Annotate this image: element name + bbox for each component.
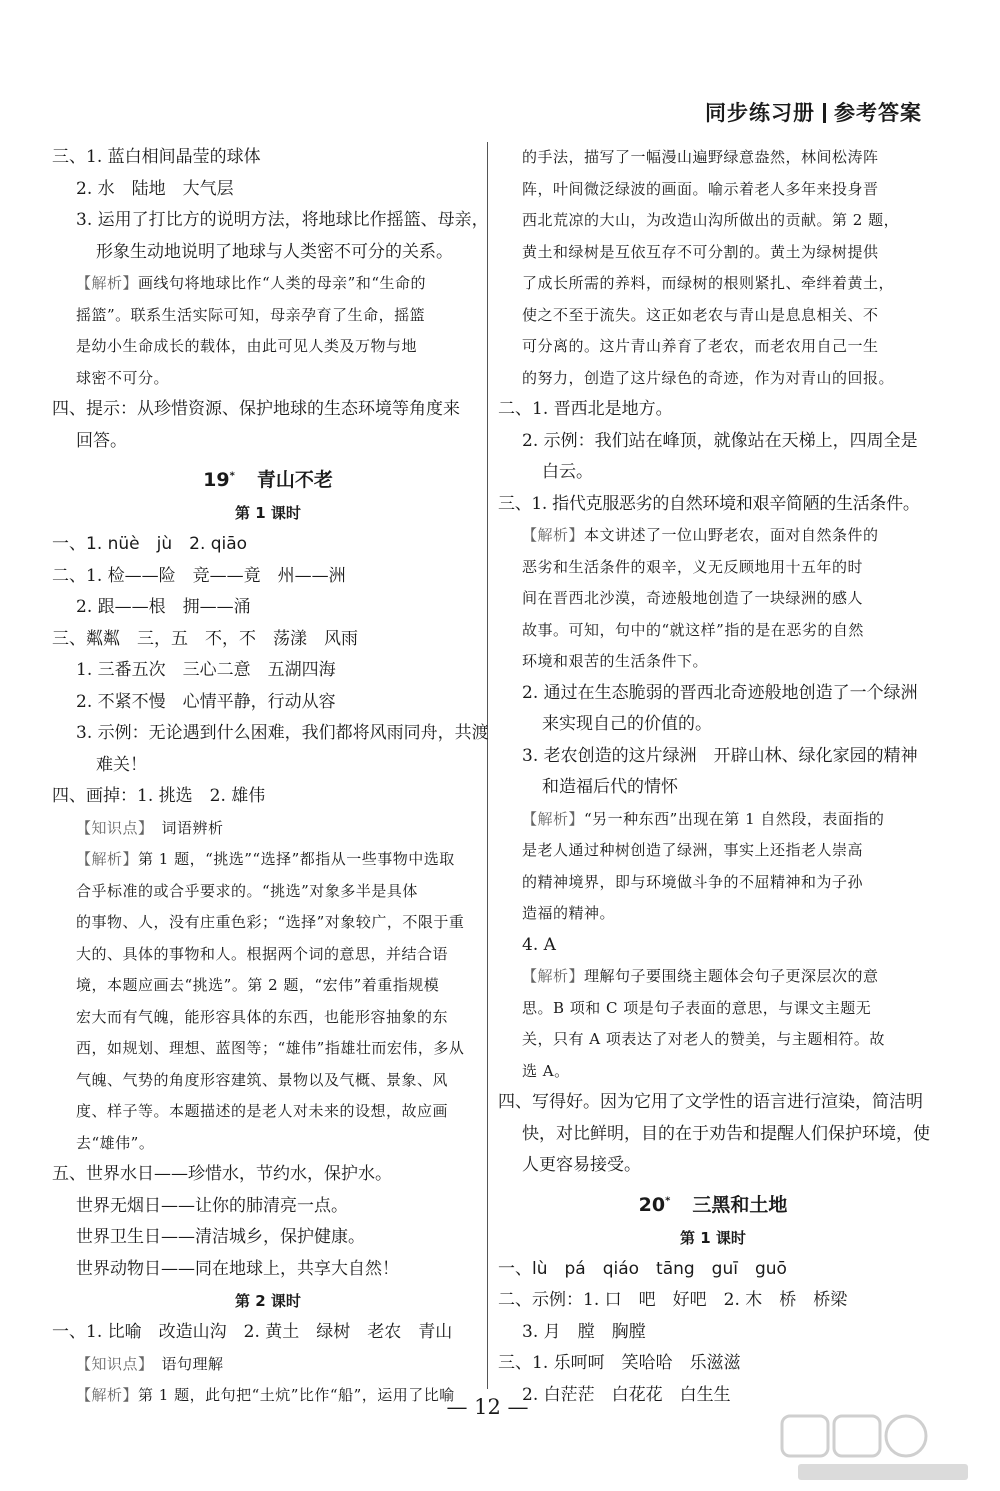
- column-divider: [487, 142, 488, 1389]
- answer-line: 白云。: [542, 462, 593, 482]
- analysis-line: [52, 813, 484, 845]
- answer-line: 二、1. 检——险 竞——竟 州——洲: [52, 565, 346, 586]
- answer-line: 世界无烟日——让你的肺清亮一点。: [76, 1195, 348, 1216]
- analysis-line: [52, 1349, 484, 1381]
- analysis-line: 恶劣和生活条件的艰辛，义无反顾地用十五年的时: [522, 557, 864, 576]
- answer-line: 四、写得好。因为它用了文学性的语言进行渲染，简洁明: [498, 1092, 923, 1112]
- lesson-19-name: 青山不老: [256, 469, 333, 492]
- answer-line: 2. 示例：我们站在峰顶，就像站在天梯上，四周全是: [522, 430, 918, 451]
- analysis-line: 阵，叶间微泛绿波的画面。喻示着老人多年来投身晋: [522, 179, 879, 198]
- answer-line: 形象生动地说明了地球与人类密不可分的关系。: [96, 241, 453, 262]
- header-section-title: 参考答案: [834, 101, 922, 125]
- analysis-tag: 【解析】: [522, 526, 585, 544]
- answer-line: 2. 白茫茫 白花花 白生生: [522, 1384, 731, 1405]
- right-answers-block-b: [498, 1254, 928, 1412]
- left-answers-block-b: [52, 529, 489, 1285]
- answer-line: 1. 三番五次 三心二意 五湖四海: [76, 660, 336, 680]
- analysis-line: 造福的精神。: [522, 904, 616, 922]
- analysis-text: “另一种东西”出现在第 1 自然段，表面指的: [584, 809, 885, 828]
- analysis-line: 关，只有 A 项表达了对老人的赞美，与主题相符。故: [522, 1030, 885, 1048]
- answer-line: 2. 通过在生态脆弱的晋西北奇迹般地创造了一个绿洲: [522, 682, 918, 703]
- lesson-19-title: [52, 457, 484, 497]
- analysis-text: 第 1 题，此句把“土炕”比作“船”，运用了比喻: [138, 1386, 455, 1404]
- left-answers-block-a: [52, 142, 489, 457]
- analysis-text: 理解句子要围绕主题体会句子更深层次的意: [584, 967, 879, 985]
- analysis-tag: 【解析】: [76, 850, 139, 868]
- analysis-line: 思。B 项和 C 项是句子表面的意思，与课文主题无: [522, 998, 872, 1017]
- answer-line: 五、世界水日——珍惜水，节约水，保护水。: [52, 1164, 392, 1184]
- answer-line: 3. 老农创造的这片绿洲 开辟山林、绿化家园的精神: [522, 745, 918, 766]
- analysis-line: 宏大而有气魄，能形容具体的东西，也能形容抽象的东: [76, 1007, 449, 1026]
- analysis-line: 去“雄伟”。: [76, 1133, 155, 1152]
- analysis-line: 球密不可分。: [76, 368, 170, 387]
- right-column: [498, 142, 928, 1411]
- analysis-line: [52, 844, 484, 876]
- right-answers-block-a: [498, 142, 928, 1182]
- answer-line: 二、示例：1. 口 吧 好吧 2. 木 桥 桥梁: [498, 1290, 848, 1310]
- analysis-line: 选 A。: [522, 1061, 570, 1080]
- answer-line: 和造福后代的情怀: [542, 777, 678, 797]
- lesson-20-name: 三黑和土地: [692, 1193, 788, 1216]
- header-separator: [823, 103, 826, 123]
- answer-line: 人更容易接受。: [522, 1155, 641, 1175]
- answer-line: 一、lù pá qiáo tāng guī guō: [498, 1258, 787, 1279]
- answer-line: 4. A: [522, 934, 556, 955]
- answer-line: 难关！: [96, 754, 147, 775]
- analysis-tag: 【解析】: [76, 274, 139, 292]
- answer-line: 二、1. 晋西北是地方。: [498, 399, 673, 419]
- analysis-line: 黄土和绿树是互依互存不可分割的。黄土为绿树提供: [522, 242, 879, 261]
- header-title: [705, 97, 922, 127]
- analysis-line: 的精神境界，即与环境做斗争的不屈精神和为子孙: [522, 872, 864, 891]
- analysis-text: 第 1 题，“挑选”“选择”都指从一些事物中选取: [138, 850, 455, 868]
- page-header: [0, 0, 1000, 130]
- page-number: — 12 —: [446, 1395, 529, 1419]
- lesson-20-number: 20*: [638, 1193, 671, 1216]
- analysis-line: 间在晋西北沙漠，奇迹般地创造了一块绿洲的感人: [522, 589, 864, 607]
- lesson-19-number: 19*: [203, 469, 235, 492]
- analysis-tag: 【知识点】: [76, 818, 147, 837]
- answer-line: 回答。: [76, 430, 127, 451]
- analysis-line: 的努力，创造了这片绿色的奇迹，作为对青山的回报。: [522, 368, 895, 387]
- analysis-line: [498, 804, 928, 836]
- answer-line: 来实现自己的价值的。: [542, 714, 712, 734]
- watermark-icon: [778, 1410, 978, 1485]
- answer-line: 快，对比鲜明，目的在于劝告和提醒人们保护环境，使: [522, 1123, 930, 1144]
- analysis-tag: 【解析】: [522, 967, 585, 985]
- analysis-tag: 【知识点】: [76, 1354, 147, 1373]
- analysis-line: [498, 520, 928, 552]
- answer-line: 四、提示：从珍惜资源、保护地球的生态环境等角度来: [52, 399, 460, 419]
- answer-line: 世界动物日——同在地球上，共享大自然！: [76, 1258, 399, 1279]
- answer-line: 2. 不紧不慢 心情平静，行动从容: [76, 691, 336, 712]
- answer-line: 一、1. nüè jù 2. qiāo: [52, 534, 248, 554]
- analysis-line: 度、样子等。本题描述的是老人对未来的设想，故应画: [76, 1102, 449, 1120]
- analysis-text: 词语辨析: [146, 818, 224, 837]
- analysis-line: 使之不至于流失。这正如老农与青山是息息相关、不: [522, 305, 879, 324]
- left-column: [52, 142, 489, 1412]
- lesson-20-period-1: 第 1 课时: [680, 1228, 746, 1247]
- answer-line: 3. 运用了打比方的说明方法，将地球比作摇篮、母亲，: [76, 210, 489, 230]
- answer-line: 三、1. 指代克服恶劣的自然环境和艰辛简陋的生活条件。: [498, 493, 920, 514]
- analysis-line: 的事物、人，没有庄重色彩；“选择”对象较广，不限于重: [76, 913, 465, 931]
- analysis-line: [52, 268, 484, 300]
- analysis-line: 气魄、气势的角度形容建筑、景物以及气概、景象、风: [76, 1070, 449, 1089]
- analysis-line: 故事。可知，句中的“就这样”指的是在恶劣的自然: [522, 620, 864, 639]
- analysis-line: 了成长所需的养料，而绿树的根则紧扎、牵绊着黄土，: [522, 274, 895, 292]
- analysis-line: 的手法，描写了一幅漫山遍野绿意盎然，林间松涛阵: [522, 148, 879, 166]
- lesson-19-period-2: 第 2 课时: [235, 1292, 301, 1310]
- analysis-line: 是幼小生命成长的载体，由此可见人类及万物与地: [76, 337, 418, 355]
- analysis-text: 语句理解: [146, 1354, 224, 1373]
- analysis-line: 西北荒凉的大山，为改造山沟所做出的贡献。第 2 题，: [522, 211, 900, 229]
- analysis-line: 是老人通过种树创造了绿洲，事实上还指老人崇高: [522, 841, 864, 859]
- analysis-line: 可分离的。这片青山养育了老农，而老农用自己一生: [522, 337, 879, 355]
- analysis-line: [498, 961, 928, 993]
- answer-line: 三、粼粼 三，五 不，不 荡漾 风雨: [52, 628, 358, 649]
- lesson-20-title: [498, 1182, 928, 1222]
- analysis-tag: 【解析】: [522, 809, 585, 828]
- answer-line: 一、1. 比喻 改造山沟 2. 黄土 绿树 老农 青山: [52, 1322, 453, 1342]
- answer-line: 2. 跟——根 拥——涌: [76, 597, 251, 617]
- answer-line: 世界卫生日——清洁城乡，保护健康。: [76, 1227, 365, 1247]
- analysis-line: 环境和艰苦的生活条件下。: [522, 652, 709, 670]
- answer-line: 2. 水 陆地 大气层: [76, 178, 234, 199]
- lesson-19-period-1: 第 1 课时: [235, 504, 301, 522]
- header-book-title: 同步练习册: [705, 101, 815, 125]
- answer-line: 三、1. 乐呵呵 笑哈哈 乐滋滋: [498, 1353, 741, 1373]
- answer-line: 3. 月 膛 胸膛: [522, 1321, 646, 1342]
- analysis-text: 本文讲述了一位山野老农，面对自然条件的: [584, 526, 879, 544]
- analysis-tag: 【解析】: [76, 1386, 139, 1404]
- analysis-line: 境，本题应画去“挑选”。第 2 题，“宏伟”着重指规模: [76, 976, 440, 994]
- analysis-line: 大的、具体的事物和人。根据两个词的意思，并结合语: [76, 944, 449, 963]
- analysis-text: 画线句将地球比作“人类的母亲”和“生命的: [138, 274, 427, 292]
- analysis-line: 摇篮”。联系生活实际可知，母亲孕育了生命，摇篮: [76, 305, 426, 324]
- answer-line: 三、1. 蓝白相间晶莹的球体: [52, 147, 261, 167]
- analysis-line: 合乎标准的或合乎要求的。“挑选”对象多半是具体: [76, 881, 418, 900]
- answer-line: 3. 示例：无论遇到什么困难，我们都将风雨同舟，共渡: [76, 723, 489, 743]
- answer-line: 四、画掉：1. 挑选 2. 雄伟: [52, 786, 266, 806]
- watermark-logo: [778, 1410, 978, 1485]
- analysis-line: 西，如规划、理想、蓝图等；“雄伟”指雄壮而宏伟，多从: [76, 1039, 465, 1057]
